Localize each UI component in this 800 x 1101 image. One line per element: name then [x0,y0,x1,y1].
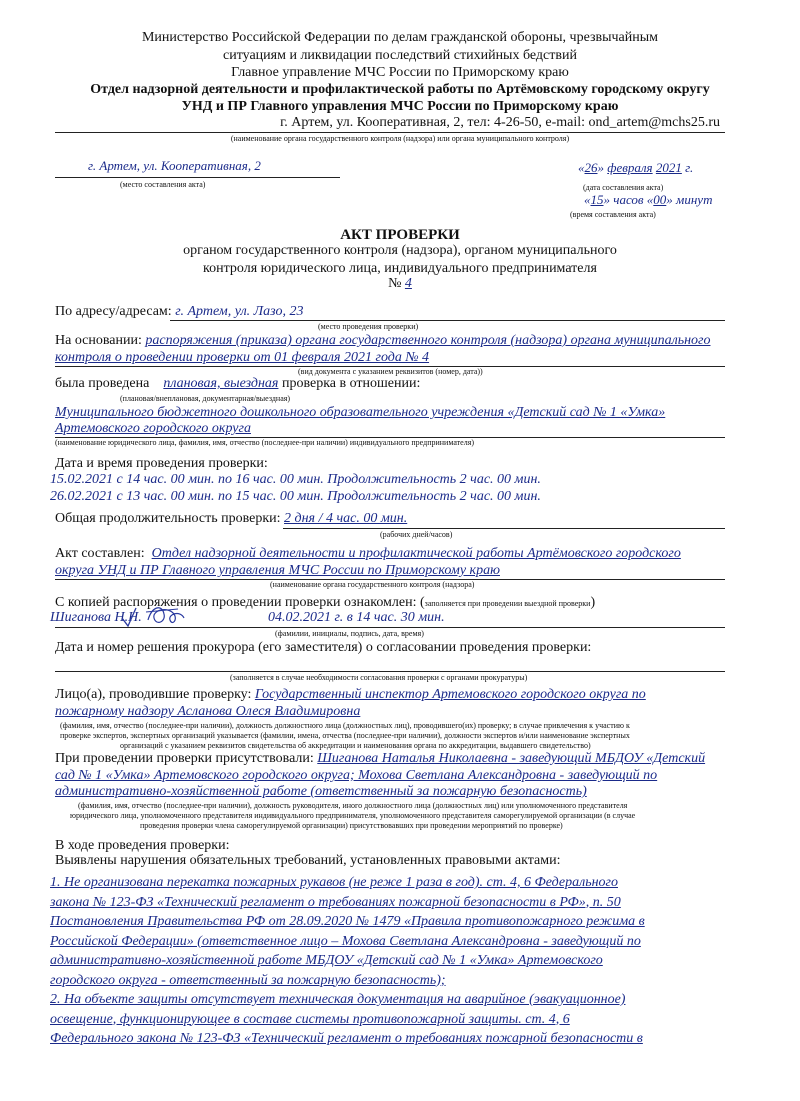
act-subtitle-1: органом государственного контроля (надзора), органом муниципального [183,243,617,258]
datetime-row-1: 15.02.2021 с 14 час. 00 мин. по 16 час. 00 мин. Продолжительность 2 час. 00 мин. [50,472,541,487]
finding-line: административно-хозяйственной работе МБДОУ «Детский сад № 1 «Умка» Артемовского [50,953,603,968]
date-caption: (дата составления акта) [583,183,664,192]
finding-line: закона № 123-ФЗ «Технический регламент о требованиях пожарной безопасности в РФ», п. 50 [50,894,621,910]
time-caption: (время составления акта) [570,210,656,219]
subject-caption: (наименование юридического лица, фамилия, имя, отчество (последнее-при наличии) индивидуального предпринимателя) [55,438,475,447]
copy-caption: (фамилии, инициалы, подпись, дата, время) [275,629,424,638]
prosecutor-label: Дата и номер решения прокурора (его заместителя) о согласовании проведения проверки: [55,640,592,655]
basis-caption: (вид документа с указанием реквизитов (номер, дата)) [298,367,483,376]
header-caption: (наименование органа государственного контроля (надзора) или органа муниципального контроля) [230,134,570,143]
inspection-type-row: была проведена плановая, выездная проверка в отношении: [55,376,421,391]
inspector-caption-2: проверке экспертов, экспертных организаций указывается (фамилии, имена, отчества (последнее-при наличии), должности экспертов и/или наименование экспертных [60,731,630,740]
findings-label: Выявлены нарушения обязательных требований, установленных правовыми актами: [55,853,561,868]
act-subtitle-2: контроля юридического лица, индивидуального предпринимателя [203,261,597,276]
copy-rule [55,627,725,628]
compiled-line-2: округа УНД и ПР Главного управления МЧС России по Приморскому краю [55,563,500,578]
ministry-line-3: Главное управление МЧС России по Приморскому краю [231,65,569,80]
address-rule [170,320,725,321]
compiled-caption: (наименование органа государственного контроля (надзора) [270,580,475,589]
duration-row: Общая продолжительность проверки: 2 дня / 4 час. 00 мин. [55,511,408,526]
ministry-line-2: ситуациям и ликвидации последствий стихийных бедствий [223,48,577,63]
present-row: При проведении проверки присутствовали: Шиганова Наталья Николаевна - заведующий МБДОУ «Детский [55,751,706,766]
duration-rule [283,528,725,529]
place-value: г. Артем, ул. Кооперативная, 2 [88,158,261,173]
finding-line: освещение, функционирующее в составе системы противопожарной защиты. ст. 4, 6 [50,1011,570,1027]
copy-datetime: 04.02.2021 г. в 14 час. 30 мин. [268,610,445,625]
inspector-row: Лицо(а), проводившие проверку: Государственный инспектор Артемовского городского округа по [55,687,646,702]
copy-name: Шиганова Н.Н. [50,610,142,625]
duration-caption: (рабочих дней/часов) [380,530,453,539]
datetime-label: Дата и время проведения проверки: [55,456,268,471]
place-caption: (место составления акта) [120,180,206,189]
finding-line: городского округа - ответственный за пожарную безопасность); [50,972,446,988]
inspection-type-caption: (плановая/внеплановая, документарная/выездная) [120,394,291,403]
address-row: По адресу/адресам: г. Артем, ул. Лазо, 23 [55,304,304,319]
present-caption-2: юридического лица, уполномоченного представителя индивидуального предпринимателя, уполномоченного представителя саморегулируемой организации (в случае [70,811,636,820]
prosecutor-caption: (заполняется в случае необходимости согласования проверки с органами прокуратуры) [230,673,528,682]
compiled-row: Акт составлен: Отдел надзорной деятельности и профилактической работы Артёмовского городского [55,546,681,561]
contact-line: г. Артем, ул. Кооперативная, 2, тел: 4-26-50, e-mail: ond_artem@mchs25.ru [280,115,720,130]
datetime-row-2: 26.02.2021 с 13 час. 00 мин. по 15 час. 00 мин. Продолжительность 2 час. 00 мин. [50,489,541,504]
finding-line: 1. Не организована перекатка пожарных рукавов (не реже 1 раза в год). ст. 4, 6 Федерального [50,875,618,890]
address-caption: (место проведения проверки) [318,322,419,331]
place-rule [55,177,340,178]
finding-line: 2. На объекте защиты отсутствует техническая документация на аварийное (эвакуационное) [50,992,626,1007]
act-date: «26» февраля 2021 г. [578,160,694,175]
present-caption-1: (фамилия, имя, отчество (последнее-при наличии), должность руководителя, иного должностного лица (должностных лиц) или уполномоченного представителя [78,801,628,810]
basis-line-2: контроля о проведении проверки от 01 февраля 2021 года № 4 [55,350,430,365]
findings-intro: В ходе проведения проверки: [55,838,230,853]
present-line-2: сад № 1 «Умка» Артемовского городского округа; Мохова Светлана Александровна - заведующий по [55,768,658,783]
inspector-caption-1: (фамилия, имя, отчество (последнее-при наличии), должность должностного лица (должностных лиц), проводившего(их) проверку; в случае привлечения к участию к [60,721,630,730]
act-number: № 4 [388,276,412,291]
header-rule [55,132,725,133]
act-title: АКТ ПРОВЕРКИ [340,227,460,243]
present-caption-3: проведения проверки члена саморегулируемой организации) присутствовавших при проведении мероприятий по проверке) [140,821,563,830]
present-line-3: административно-хозяйственной работе (ответственный за пожарную безопасность) [55,784,587,799]
inspector-caption-3: организаций с указанием реквизитов свидетельства об аккредитации и наименования органа по аккредитации, выдавшего свидетельство) [120,741,591,750]
subject-line-2: Артемовского городского округа [55,421,251,436]
inspector-line-2: пожарному надзору Асланова Олеся Владимировна [55,704,361,719]
finding-line: Постановления Правительства РФ от 28.09.2020 № 1479 «Правила противопожарного режима в [50,914,645,929]
finding-line: Федерального закона № 123-ФЗ «Технический регламент о требованиях пожарной безопасности в [50,1031,643,1046]
prosecutor-rule [55,671,725,672]
basis-row: На основании: распоряжения (приказа) органа государственного контроля (надзора) органа муниципального [55,333,711,348]
department-line-2: УНД и ПР Главного управления МЧС России по Приморскому краю [181,99,619,114]
act-time: «15» часов «00» минут [584,192,713,207]
finding-line: Российской Федерации» (ответственное лицо – Мохова Светлана Александровна - заведующий по [50,933,641,949]
subject-line-1: Муниципального бюджетного дошкольного образовательного учреждения «Детский сад № 1 «Умка» [55,405,666,420]
ministry-line-1: Министерство Российской Федерации по делам гражданской обороны, чрезвычайным [141,30,659,45]
signature-icon [118,600,198,630]
department-line-1: Отдел надзорной деятельности и профилактической работы по Артёмовскому городскому округу [90,82,710,97]
copy-row: С копией распоряжения о проведении проверки ознакомлен: (заполняется при проведении выездной проверки) [55,595,596,610]
